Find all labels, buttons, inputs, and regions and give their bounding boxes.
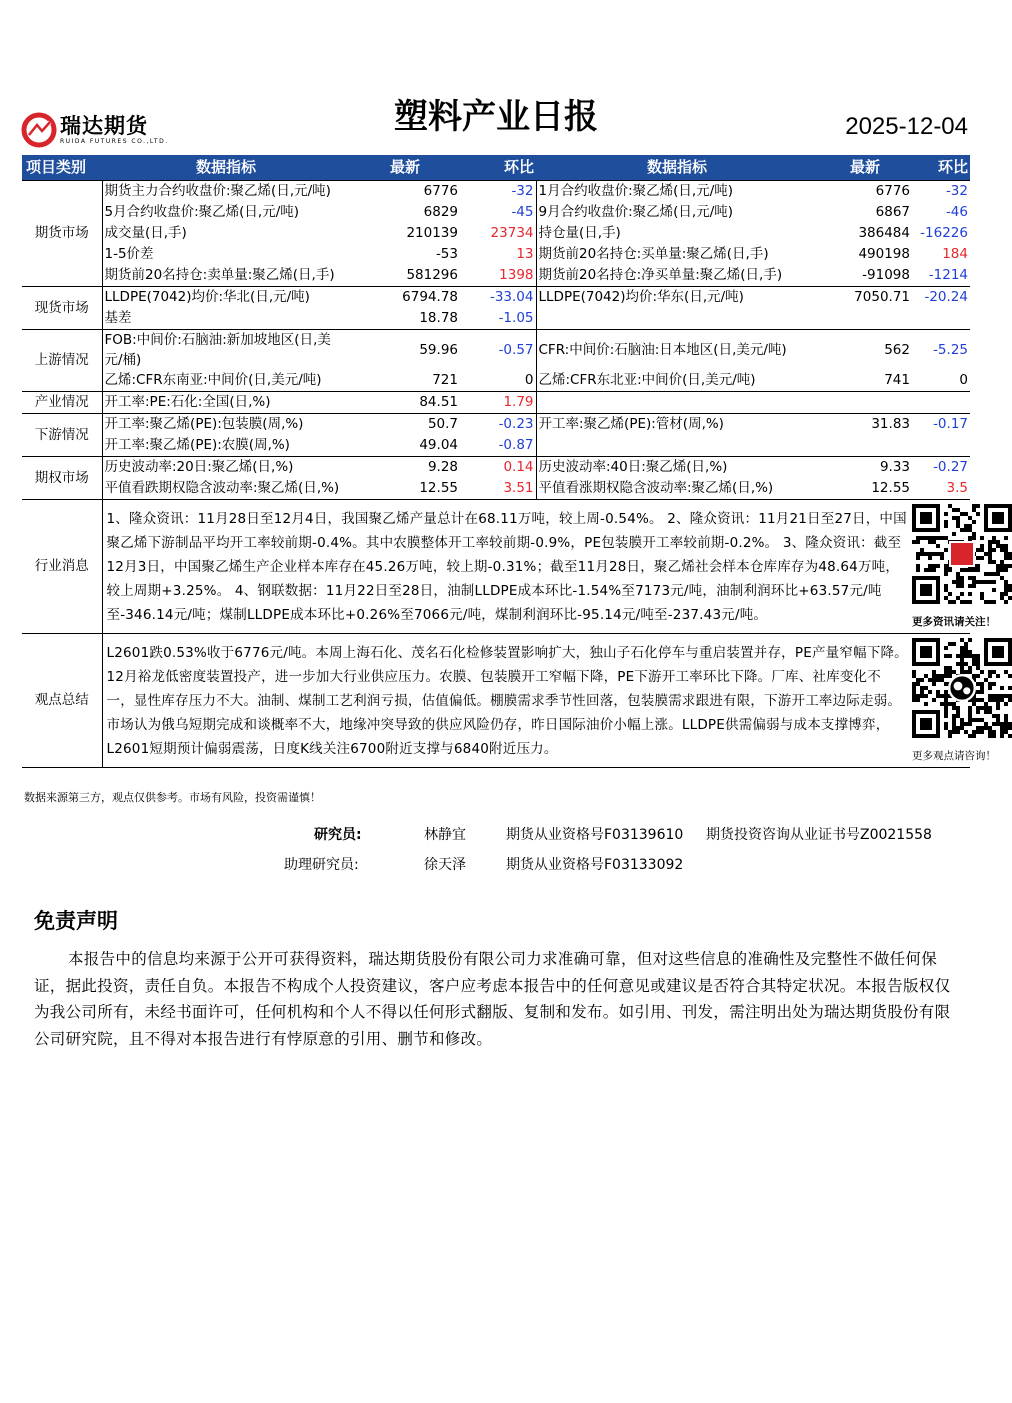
wechat-qr-code-icon <box>912 638 1012 738</box>
assistant-researcher-label: 助理研究员: <box>284 857 359 873</box>
indicator-name: 开工率:聚乙烯(PE):农膜(周,%) <box>102 435 350 457</box>
table-row <box>22 287 970 309</box>
indicator-name: 平值看跌期权隐含波动率:聚乙烯(日,%) <box>102 478 350 500</box>
change-value: -0.27 <box>912 457 970 479</box>
change-value: 23734 <box>460 223 536 244</box>
indicator-name <box>536 435 818 457</box>
latest-value: 9.33 <box>818 457 912 479</box>
table-row <box>22 223 970 244</box>
latest-value: 84.51 <box>350 392 460 414</box>
table-row <box>22 457 970 479</box>
indicator-name: 1月合约收盘价:聚乙烯(日,元/吨) <box>536 181 818 203</box>
indicator-name: CFR:中间价:石脑油:日本地区(日,美元/吨) <box>536 330 818 371</box>
logo-en-text: RUIDA FUTURES CO.,LTD. <box>60 138 169 145</box>
change-value: -5.25 <box>912 330 970 371</box>
company-logo <box>22 108 172 152</box>
header-latest: 最新 <box>350 155 460 181</box>
latest-value: 490198 <box>858 246 910 262</box>
indicator-name: 历史波动率:40日:聚乙烯(日,%) <box>536 457 818 479</box>
disclaimer-text: 本报告中的信息均来源于公开可获得资料，瑞达期货股份有限公司力求准确可靠，但对这些信息的准确性及完整性不做任何保证，据此投资，责任自负。本报告不构成个人投资建议，客户应考虑本报告中的任何意见或建议是否符合其特定状况。本报告版权仅为我公司所有，未经书面许可，任何机构和个人不得以任何形式翻版、复制和发布。如引用、刊发，需注明出处为瑞达期货股份有限公司研究院，且不得对本报告进行有悖原意的引用、删节和修改。 <box>34 950 951 1048</box>
category-cell: 期权市场 <box>22 457 102 500</box>
change-value: -16226 <box>920 225 968 241</box>
table-row <box>22 308 970 330</box>
disclaimer-title: 免责声明 <box>34 909 118 933</box>
latest-value <box>818 392 912 414</box>
data-table <box>22 155 996 768</box>
latest-value: 386484 <box>858 225 910 241</box>
change-value <box>912 392 970 414</box>
header-indicator-2: 数据指标 <box>536 155 818 181</box>
table-row <box>22 414 970 436</box>
change-value: -32 <box>460 181 536 203</box>
indicator-name: 持仓量(日,手) <box>538 225 621 241</box>
indicator-name <box>536 392 818 414</box>
table-header-row <box>22 155 970 181</box>
indicator-name: 成交量(日,手) <box>104 225 187 241</box>
latest-value: 581296 <box>350 265 460 287</box>
header-indicator: 数据指标 <box>102 155 350 181</box>
latest-value: 6829 <box>423 204 458 220</box>
latest-value: 6867 <box>875 204 910 220</box>
change-value: 0.14 <box>460 457 536 479</box>
indicator-name: 乙烯:CFR东北亚:中间价(日,美元/吨) <box>536 370 818 392</box>
assistant-researcher-cert: 期货从业资格号F03133092 <box>506 857 684 873</box>
header-category: 项目类别 <box>22 155 102 181</box>
indicator-name: 期货主力合约收盘价:聚乙烯(日,元/吨) <box>102 181 350 203</box>
report-title: 塑料产业日报 <box>394 97 598 137</box>
indicator-name: 开工率:聚乙烯(PE):管材(周,%) <box>536 414 818 436</box>
latest-value: 721 <box>350 370 460 392</box>
latest-value: 31.83 <box>818 414 912 436</box>
change-value: -0.57 <box>460 330 536 371</box>
header-change-2: 环比 <box>912 155 970 181</box>
qr-caption: 更多观点请咨询！ <box>912 750 996 762</box>
table-row <box>22 244 970 265</box>
indicator-name: 期货前20名持仓:净买单量:聚乙烯(日,手) <box>536 265 818 287</box>
change-value: -33.04 <box>460 287 536 309</box>
latest-value: 12.55 <box>818 478 912 500</box>
change-value: -45 <box>460 202 536 223</box>
change-value: 13 <box>460 244 536 265</box>
latest-value: 59.96 <box>350 330 460 371</box>
latest-value: 12.55 <box>350 478 460 500</box>
change-value: 0 <box>460 370 536 392</box>
latest-value <box>818 308 912 330</box>
qr-cell <box>912 634 996 768</box>
change-value: 0 <box>912 370 970 392</box>
qr-cell <box>912 500 996 634</box>
table-body <box>22 181 996 768</box>
report-date: 2025-12-04 <box>845 113 968 140</box>
category-cell: 行业消息 <box>22 500 102 634</box>
indicator-name: LLDPE(7042)均价:华东(日,元/吨) <box>536 287 818 309</box>
category-cell: 现货市场 <box>22 287 102 330</box>
indicator-name: 开工率:PE:石化:全国(日,%) <box>102 392 350 414</box>
source-note: 数据来源第三方，观点仅供参考。市场有风险，投资需谨慎！ <box>24 791 321 804</box>
indicator-name: 历史波动率:20日:聚乙烯(日,%) <box>102 457 350 479</box>
researcher-cert: 期货从业资格号F03139610 <box>506 827 684 843</box>
latest-value: 18.78 <box>350 308 460 330</box>
researcher-label: 研究员: <box>314 827 362 843</box>
qr-code-icon <box>912 504 1012 604</box>
latest-value: 562 <box>818 330 912 371</box>
summary-row <box>22 634 970 768</box>
latest-value <box>818 435 912 457</box>
latest-value: 50.7 <box>350 414 460 436</box>
researcher-name: 林静宜 <box>424 827 466 843</box>
table-row <box>22 202 970 223</box>
change-value <box>912 435 970 457</box>
table-row <box>22 181 970 203</box>
assistant-researcher-name: 徐天泽 <box>424 857 466 873</box>
change-value: 184 <box>942 246 968 262</box>
table-row <box>22 392 970 414</box>
change-value: -0.17 <box>912 414 970 436</box>
latest-value: -53 <box>435 246 458 262</box>
latest-value: 9.28 <box>350 457 460 479</box>
indicator-name: 基差 <box>102 308 350 330</box>
news-row <box>22 500 970 634</box>
category-cell: 产业情况 <box>22 392 102 414</box>
indicator-name: FOB:中间价:石脑油:新加坡地区(日,美元/桶) <box>102 330 350 371</box>
researcher-advisory-cert: 期货投资咨询从业证书号Z0021558 <box>706 827 932 843</box>
change-value <box>912 308 970 330</box>
change-value: -20.24 <box>912 287 970 309</box>
header-latest-2: 最新 <box>818 155 912 181</box>
summary-text: L2601跌0.53%收于6776元/吨。本周上海石化、茂名石化检修装置影响扩大，独山子石化停车与重启装置并存，PE产量窄幅下降。12月裕龙低密度装置投产，进一步加大行业供应压力。农膜、包装膜开工窄幅下降，PE下游开工率环比下降。厂库、社库变化不一，显性库存压力不大。油制、煤制工艺利润亏损，估值偏低。棚膜需求季节性回落，包装膜需求跟进有限，下游开工率边际走弱。市场认为俄乌短期完成和谈概率不大，地缘冲突导致的供应风险仍存，昨日国际油价小幅上涨。LLDPE供需偏弱与成本支撑博弈，L2601短期预计偏弱震荡，日度K线关注6700附近支撑与6840附近压力。 <box>102 634 912 768</box>
indicator-name: 5月合约收盘价:聚乙烯(日,元/吨) <box>104 204 300 220</box>
logo-cn-text: 瑞达期货 <box>60 114 148 138</box>
indicator-name: 1-5价差 <box>104 246 154 262</box>
change-value: 1.79 <box>460 392 536 414</box>
change-value: -1214 <box>912 265 970 287</box>
indicator-name: 期货前20名持仓:买单量:聚乙烯(日,手) <box>538 246 769 262</box>
ruida-logo-icon <box>22 113 56 147</box>
indicator-name: 平值看涨期权隐含波动率:聚乙烯(日,%) <box>536 478 818 500</box>
change-value: -46 <box>945 204 968 220</box>
category-cell: 期货市场 <box>22 181 102 287</box>
industry-news-text: 1、隆众资讯：11月28日至12月4日，我国聚乙烯产量总计在68.11万吨，较上周-0.54%。 2、隆众资讯：11月21日至27日，中国聚乙烯下游制品平均开工率较前期-0.4%。其中农膜整体开工率较前期-0.9%，PE包装膜开工率较前期-0.2%。 3、隆众资讯：截至12月3日，中国聚乙烯生产企业样本库存在45.26万吨，较上期-0.31%；截至11月28日，聚乙烯社会样本仓库库存为48.64万吨，较上周期+3.25%。 4、钢联数据：11月22日至28日，油制LLDPE成本环比-1.54%至7173元/吨，油制利润环比+63.57元/吨至-346.14元/吨；煤制LLDPE成本环比+0.26%至7066元/吨，煤制利润环比-95.14元/吨至-237.43元/吨。 <box>102 500 912 634</box>
qr-caption: 更多资讯请关注！ <box>912 616 996 628</box>
table-row <box>22 478 970 500</box>
indicator-name: 开工率:聚乙烯(PE):包装膜(周,%) <box>102 414 350 436</box>
change-value: -32 <box>912 181 970 203</box>
indicator-name <box>536 308 818 330</box>
change-value: -0.87 <box>460 435 536 457</box>
table-row <box>22 330 970 371</box>
latest-value: 6776 <box>818 181 912 203</box>
table-row <box>22 265 970 287</box>
category-cell: 下游情况 <box>22 414 102 457</box>
latest-value: 7050.71 <box>818 287 912 309</box>
indicator-name: 9月合约收盘价:聚乙烯(日,元/吨) <box>538 204 734 220</box>
latest-value: -91098 <box>818 265 912 287</box>
header-change: 环比 <box>460 155 536 181</box>
category-cell: 观点总结 <box>22 634 102 768</box>
change-value: 3.51 <box>460 478 536 500</box>
latest-value: 6776 <box>350 181 460 203</box>
change-value: 1398 <box>460 265 536 287</box>
latest-value: 6794.78 <box>350 287 460 309</box>
latest-value: 210139 <box>406 225 458 241</box>
change-value: 3.5 <box>912 478 970 500</box>
latest-value: 741 <box>818 370 912 392</box>
latest-value: 49.04 <box>350 435 460 457</box>
table-row <box>22 370 970 392</box>
indicator-name: LLDPE(7042)均价:华北(日,元/吨) <box>102 287 350 309</box>
table-row <box>22 435 970 457</box>
change-value: -1.05 <box>460 308 536 330</box>
indicator-name: 期货前20名持仓:卖单量:聚乙烯(日,手) <box>102 265 350 287</box>
change-value: -0.23 <box>460 414 536 436</box>
category-cell: 上游情况 <box>22 330 102 392</box>
indicator-name: 乙烯:CFR东南亚:中间价(日,美元/吨) <box>102 370 350 392</box>
